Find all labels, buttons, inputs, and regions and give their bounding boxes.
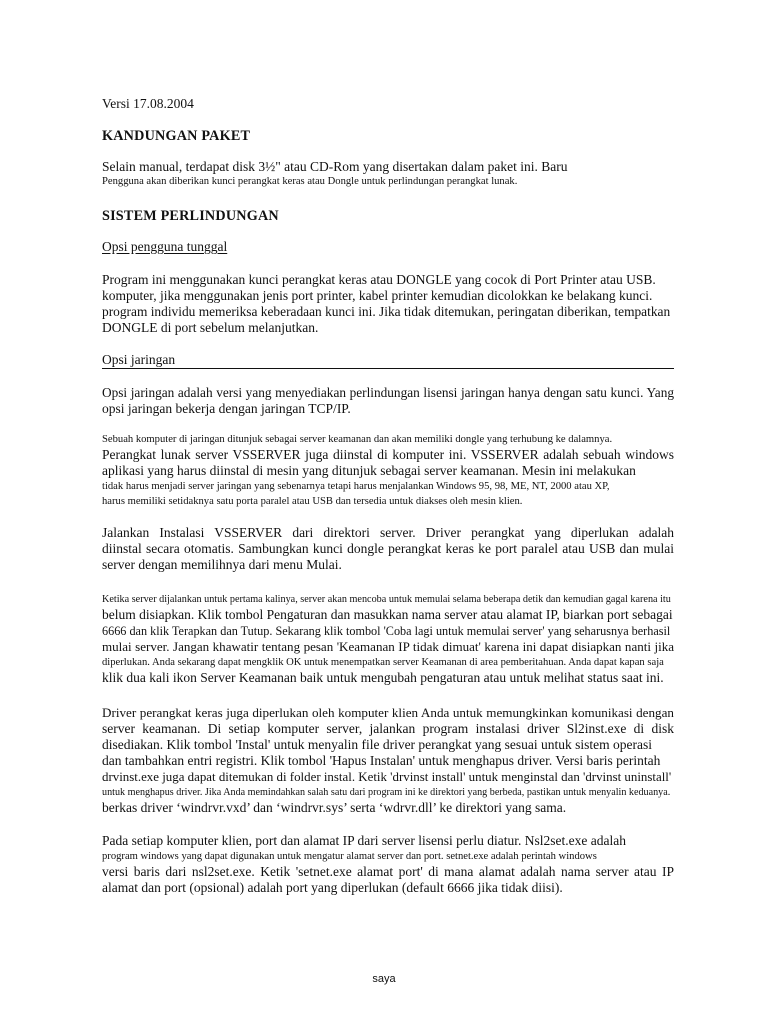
package-heading-block [102,127,674,145]
network-paragraph-3 [102,525,674,573]
text-line: diperlukan. Anda sekarang dapat mengklik OK untuk menempatkan server Keamanan di area pemberitahuan. Anda dapat kapan saja [102,657,664,668]
text-line: Selain manual, terdapat disk 3½" atau CD-Rom yang disertakan dalam paket ini. Baru [102,159,568,174]
text-line: 6666 dan klik Terapkan dan Tutup. Sekarang klik tombol 'Coba lagi untuk memulai server' yang seharusnya berhasil [102,624,671,638]
text-line: belum disiapkan. Klik tombol Pengaturan dan masukkan nama server atau alamat IP, biarkan port sebagai [102,607,673,622]
text-line: Pengguna akan diberikan kunci perangkat keras atau Dongle untuk perlindungan perangkat lunak. [102,176,518,187]
single-user-paragraph [102,272,674,336]
network-paragraph-2 [102,432,674,509]
protection-heading-block [102,207,674,225]
version-line [102,96,674,112]
network-paragraph-5 [102,705,674,816]
text-line: aplikasi yang harus diinstal di mesin yang ditunjuk sebagai server keamanan. Mesin ini melakukan [102,463,636,478]
text-line: harus memiliki setidaknya satu porta paralel atau USB dan tersedia untuk diakses oleh mesin klien. [102,496,523,507]
protection-heading: SISTEM PERLINDUNGAN [102,208,279,224]
text-line: DONGLE di port sebelum melanjutkan. [102,320,319,335]
text-line: Driver perangkat keras juga diperlukan oleh komputer klien Anda untuk memungkinkan komunikasi dengan [102,705,674,720]
text-line: dan tambahkan entri registri. Klik tombol 'Hapus Instalan' untuk menghapus driver. Versi baris perintah [102,753,661,768]
text-line: untuk menghapus driver. Jika Anda memindahkan salah satu dari program ini ke direktori yang berbeda, pastikan untuk menyalin keduanya. [102,787,671,798]
text-line: server dengan memilihnya dari menu Mulai. [102,557,342,572]
text-line: Program ini menggunakan kunci perangkat keras atau DONGLE yang cocok di Port Printer atau USB. [102,272,656,287]
text-line: Sebuah komputer di jaringan ditunjuk sebagai server keamanan dan akan memiliki dongle yang terhubung ke dalamnya. [102,434,613,445]
text-line: Pada setiap komputer klien, port dan alamat IP dari server lisensi perlu diatur. Nsl2set.exe adalah [102,833,626,848]
text-line: Perangkat lunak server VSSERVER juga diinstal di komputer ini. VSSERVER adalah sebuah windows [102,447,674,462]
text-line: diinstal secara otomatis. Sambungkan kunci dongle perangkat keras ke port paralel atau USB dan mulai [102,541,674,556]
network-paragraph-4 [102,592,674,686]
single-user-subheading-block [102,239,674,255]
text-line: berkas driver ‘windrvr.vxd’ dan ‘windrvr.sys’ serta ‘wdrvr.dll’ ke direktori yang sama. [102,800,567,815]
text-line: Ketika server dijalankan untuk pertama kalinya, server akan mencoba untuk memulai selama beberapa detik dan kemudian gagal karena itu [102,594,671,605]
text-line: disediakan. Klik tombol 'Instal' untuk menyalin file driver perangkat yang sesuai untuk sistem operasi [102,737,652,752]
network-subheading: Opsi jaringan [102,352,674,369]
text-line: komputer, jika menggunakan jenis port printer, kabel printer kemudian dicolokkan ke belakang kunci. [102,288,653,303]
text-line: alamat dan port (opsional) adalah port yang diperlukan (default 6666 jika tidak diisi). [102,880,563,895]
page-footer: saya [372,973,396,985]
text-line: server keamanan. Di setiap komputer server, jalankan program instalasi driver Sl2inst.exe di disk [102,721,674,736]
text-line: versi baris dari nsl2set.exe. Ketik 'setnet.exe alamat port' di mana alamat adalah nama server atau IP [102,864,674,879]
text-line: Jalankan Instalasi VSSERVER dari direktori server. Driver perangkat yang diperlukan adalah [102,525,674,540]
version-text: Versi 17.08.2004 [102,96,194,111]
text-line: drvinst.exe juga dapat ditemukan di folder instal. Ketik 'drvinst install' untuk menginstal dan 'drvinst uninstall' [102,769,672,784]
text-line: klik dua kali ikon Server Keamanan baik untuk mengubah pengaturan atau untuk melihat status saat ini. [102,670,664,685]
network-paragraph-6 [102,833,674,896]
text-line: program individu memeriksa keberadaan kunci ini. Jika tidak ditemukan, peringatan diberikan, tempatkan [102,304,671,319]
text-line: program windows yang dapat digunakan untuk mengatur alamat server dan port. setnet.exe adalah perintah windows [102,851,597,862]
text-line: Opsi jaringan adalah versi yang menyediakan perlindungan lisensi jaringan hanya dengan satu kunci. Yang [102,385,674,400]
text-line: opsi jaringan bekerja dengan jaringan TCP/IP. [102,401,351,416]
network-subheading-block [102,352,674,369]
text-line: mulai server. Jangan khawatir tentang pesan 'Keamanan IP tidak dimuat' karena ini dapat disiapkan nanti jika [102,639,674,654]
text-line: tidak harus menjadi server jaringan yang sebenarnya tetapi harus menjalankan Windows 95, 98, ME, NT, 2000 atau XP, [102,481,610,492]
network-paragraph-1 [102,385,674,417]
package-paragraph [102,159,674,189]
package-heading: KANDUNGAN PAKET [102,128,251,144]
single-user-subheading: Opsi pengguna tunggal [102,239,228,254]
